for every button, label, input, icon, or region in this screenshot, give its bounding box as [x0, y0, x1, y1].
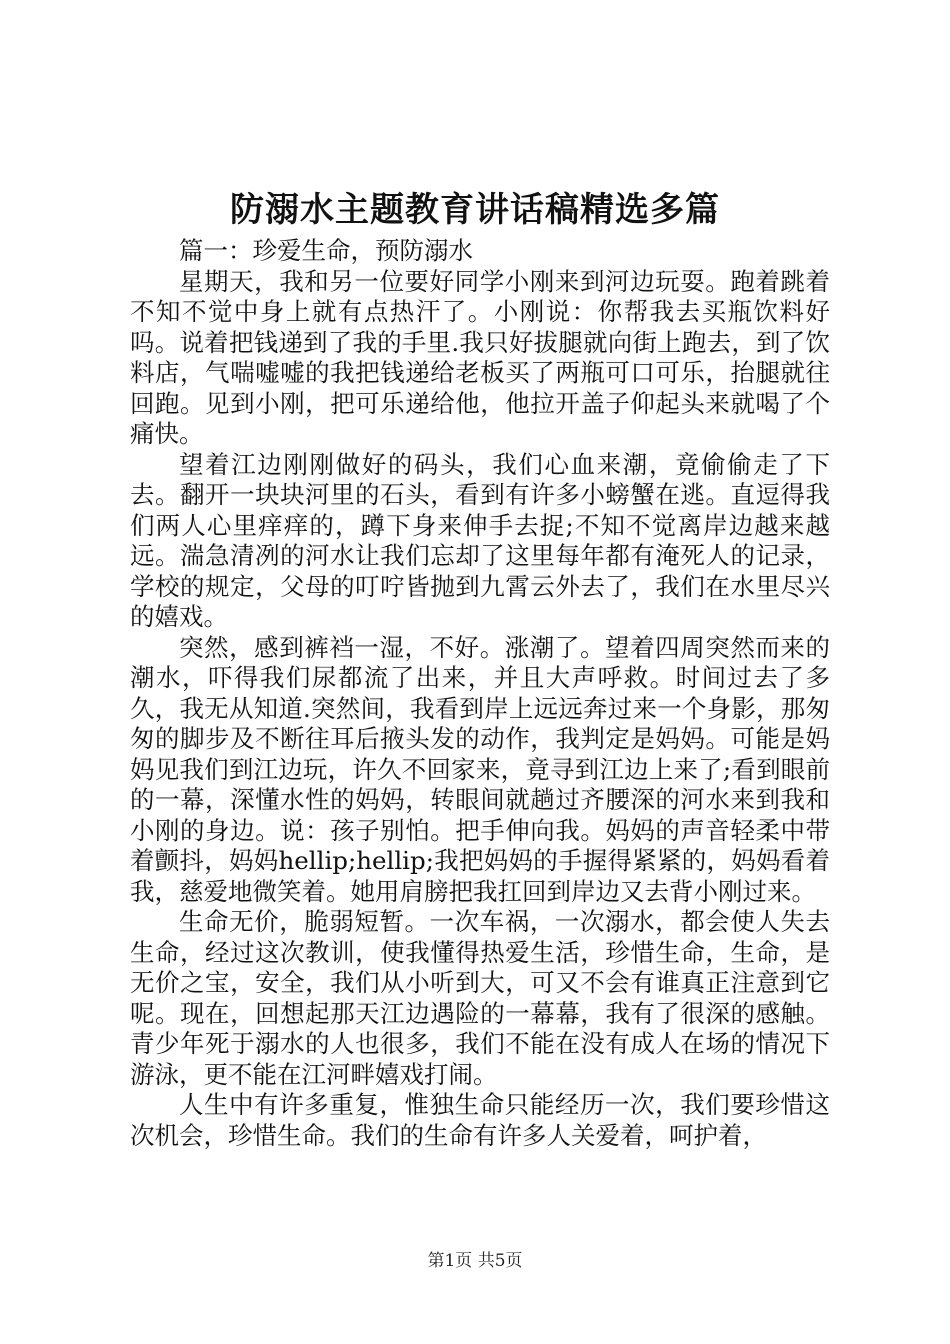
document-body: [130, 236, 830, 1151]
page-number-footer: 第1页 共5页: [427, 1251, 523, 1271]
paragraph: 生命无价，脆弱短暂。一次车祸，一次溺水，都会使人失去生命，经过这次教训，使我懂得热爱生活，珍惜生命，生命，是无价之宝，安全，我们从小听到大，可又不会有谁真正注意到它呢。现在，回想起那天江边遇险的一幕幕，我有了很深的感触。青少年死于溺水的人也很多，我们不能在没有成人在场的情况下游泳，更不能在江河畔嬉戏打闹。: [130, 907, 830, 1089]
paragraph: 星期天，我和另一位要好同学小刚来到河边玩耍。跑着跳着不知不觉中身上就有点热汗了。小刚说：你帮我去买瓶饮料好吗。说着把钱递到了我的手里.我只好拔腿就向街上跑去，到了饮料店，气喘嘘嘘的我把钱递给老板买了两瓶可口可乐，抬腿就往回跑。见到小刚，把可乐递给他，他拉开盖子仰起头来就喝了个痛快。: [130, 266, 830, 448]
paragraph: 人生中有许多重复，惟独生命只能经历一次，我们要珍惜这次机会，珍惜生命。我们的生命有许多人关爱着，呵护着，: [130, 1090, 830, 1150]
paragraph: 突然，感到裤裆一湿，不好。涨潮了。望着四周突然而来的潮水，吓得我们尿都流了出来，并且大声呼救。时间过去了多久，我无从知道.突然间，我看到岸上远远奔过来一个身影，那匆匆的脚步及不断往耳后掖头发的动作，我判定是妈妈。可能是妈妈见我们到江边玩，许久不回家来，竟寻到江边上来了;看到眼前的一幕，深懂水性的妈妈，转眼间就趟过齐腰深的河水来到我和小刚的身边。说：孩子别怕。把手伸向我。妈妈的声音轻柔中带着颤抖，妈妈hellip;hellip;我把妈妈的手握得紧紧的，妈妈看着我，慈爱地微笑着。她用肩膀把我扛回到岸边又去背小刚过来。: [130, 632, 830, 906]
paragraph: 望着江边刚刚做好的码头，我们心血来潮，竟偷偷走了下去。翻开一块块河里的石头，看到有许多小螃蟹在逃。直逗得我们两人心里痒痒的，蹲下身来伸手去捉;不知不觉离岸边越来越远。湍急清冽的河水让我们忘却了这里每年都有淹死人的记录，学校的规定，父母的叮咛皆抛到九霄云外去了，我们在水里尽兴的嬉戏。: [130, 449, 830, 631]
document-title: 防溺水主题教育讲话稿精选多篇: [230, 190, 720, 230]
section-heading: 篇一：珍爱生命，预防溺水: [179, 236, 473, 265]
